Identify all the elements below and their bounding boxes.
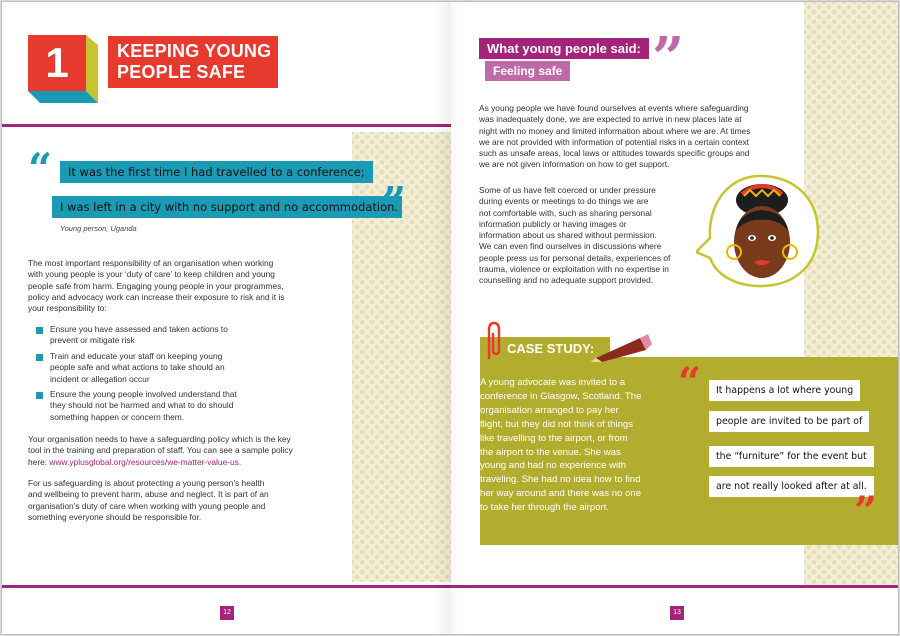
open-quote-icon: “ <box>678 359 702 406</box>
paragraph-line: trauma, violence or exploitation with no expertise in <box>479 264 669 275</box>
intro-line: The most important responsibility of an organisation when working <box>28 258 274 268</box>
safeguarding-line: For us safeguarding is about protecting a young person’s health <box>28 478 265 488</box>
paragraph-line: we are not given information on how to get support. <box>479 159 670 170</box>
paragraph-line: As young people we have found ourselves at events where safeguarding <box>479 103 749 113</box>
paperclip-icon <box>483 320 505 360</box>
page-number: 13 <box>670 606 684 620</box>
chapter-title-line2: PEOPLE SAFE <box>117 62 246 82</box>
case-line: conference in Glasgow, Scotland. The <box>480 390 642 402</box>
quote-strip: are not really looked after at all. <box>709 476 874 497</box>
bullet-square-icon <box>36 327 43 334</box>
paragraph-line: Some of us have felt coerced or under pressure <box>479 185 656 195</box>
bullet-square-icon <box>36 392 43 399</box>
safeguarding-line: something everyone should be responsible for. <box>28 511 202 522</box>
bullet-item <box>50 389 237 423</box>
chapter-title-line1: KEEPING YOUNG <box>117 41 272 61</box>
page-number: 12 <box>220 606 234 620</box>
bullet-line: Train and educate your staff on keeping young <box>50 351 223 361</box>
close-quote-icon: ” <box>854 488 878 535</box>
close-quote-icon: ” <box>382 178 407 227</box>
case-line: young and had no experience with <box>480 460 627 472</box>
quote-line-2: I was left in a city with no support and no accommodation. <box>52 196 402 218</box>
intro-paragraph <box>28 258 285 314</box>
intro-line: with young people is your ‘duty of care’ to keep children and young <box>28 269 275 280</box>
intro-line: policy and advocacy work can increase their exposure to risk and it is <box>28 291 285 302</box>
case-study-text <box>480 376 675 515</box>
case-line: her way around and there was no one <box>480 488 642 500</box>
paragraph-line: such as unsafe areas, local laws or attitudes towards specific groups and <box>479 148 750 159</box>
bullet-line: they should not be harmed and what to do should <box>50 400 234 411</box>
paragraph-line: We can even find ourselves in discussions where <box>479 241 662 252</box>
coercion-paragraph <box>479 185 670 287</box>
experience-paragraph <box>479 103 750 171</box>
bullet-line: Ensure you have assessed and taken actions to <box>50 324 228 334</box>
bottom-divider <box>2 585 451 588</box>
paragraph-line: was inadequately done, we are expected to arrive in new places late at <box>479 114 742 125</box>
section-title: What young people said: <box>479 38 649 59</box>
quote-strip: people are invited to be part of <box>709 411 869 432</box>
top-divider <box>2 124 451 127</box>
intro-line: people safe from harm. Engaging young people in your programmes, <box>28 280 284 291</box>
section-subtitle: Feeling safe <box>485 61 570 81</box>
policy-prefix: here: <box>28 456 50 467</box>
case-line: traveling. She had no idea how to find <box>480 474 641 486</box>
policy-line: Your organisation needs to have a safeguarding policy which is the key <box>28 434 291 444</box>
young-person-illustration <box>696 172 822 292</box>
paragraph-line: we are not provided with information of potential risks in a certain context <box>479 136 749 147</box>
paragraph-line: information about us shared without permission. <box>479 230 657 241</box>
safeguarding-paragraph <box>28 478 269 523</box>
paragraph-line: information publicly or having images or <box>479 218 627 229</box>
case-study-label: CASE STUDY: <box>507 341 595 356</box>
policy-paragraph <box>28 434 293 468</box>
bullet-item <box>50 351 225 385</box>
paragraph-line: counselling and no adequate support provided. <box>479 275 654 286</box>
paragraph-line: people press us for personal details, experiences of <box>479 252 671 263</box>
chapter-title <box>108 36 278 88</box>
policy-line: tool in the training and preparation of staff. You can see a sample policy <box>28 445 293 456</box>
case-line: flight, but they did not think of things <box>480 418 634 430</box>
quote-line-1: It was the first time I had travelled to a conference; <box>60 161 373 183</box>
safeguarding-line: and wellbeing to prevent harm, abuse and neglect. It is part of an <box>28 489 269 500</box>
bullet-line: something happen or concern them. <box>50 411 185 422</box>
pencil-icon <box>590 332 654 362</box>
safeguarding-line: organisation’s duty of care when working with young people and <box>28 500 266 511</box>
case-line: to take her through the airport. <box>480 502 610 514</box>
case-line: like travelling to the airport, or from <box>480 432 628 444</box>
close-quote-icon: ” <box>652 25 685 91</box>
paragraph-line: during events or meetings to do things we are <box>479 196 649 207</box>
left-page <box>2 2 451 635</box>
paragraph-line: night with no money and limited information about where we are. At times <box>479 125 751 136</box>
open-quote-icon: “ <box>28 144 53 193</box>
paragraph-line: not comfortable with, such as sharing personal <box>479 207 652 218</box>
case-line: A young advocate was invited to a <box>480 377 626 388</box>
bullet-line: people safe and what actions to take should an <box>50 362 225 373</box>
bullet-square-icon <box>36 354 43 361</box>
chapter-number: 1 <box>45 39 69 86</box>
bullet-item <box>50 324 228 347</box>
bullet-line: Ensure the young people involved understand that <box>50 389 237 399</box>
bottom-divider <box>451 585 899 588</box>
quote-attribution: Young person, Uganda <box>60 224 137 233</box>
case-line: the airport to the venue. She was <box>480 446 621 458</box>
bullet-line: prevent or mitigate risk <box>50 335 135 346</box>
quote-strip: the “furniture” for the event but <box>709 446 874 467</box>
booklet-spread <box>1 1 899 635</box>
policy-link[interactable]: www.yplusglobal.org/resources/we-matter-value-us. <box>49 456 242 467</box>
quote-strip: It happens a lot where young <box>709 380 860 401</box>
policy-line <box>28 457 293 468</box>
bullet-line: incident or allegation occur <box>50 373 150 384</box>
case-line: organisation arranged to pay her <box>480 404 619 416</box>
intro-line: your responsibility to: <box>28 303 107 314</box>
